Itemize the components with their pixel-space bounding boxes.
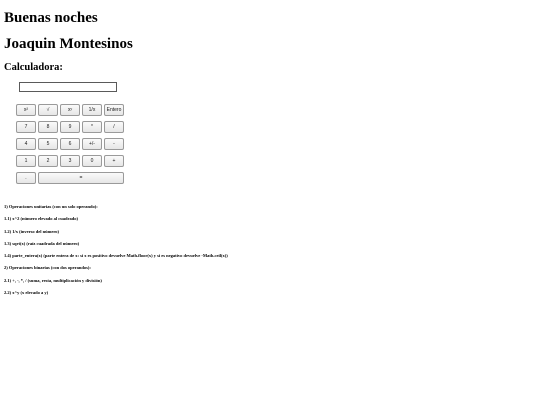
note-line: 1.1) x^2 (número elevado al cuadrado) [4, 216, 79, 222]
operations-notes [4, 204, 536, 302]
digit-4-button[interactable]: 4 [16, 138, 36, 150]
decimal-point-button[interactable]: . [16, 172, 36, 184]
divide-button[interactable]: / [104, 121, 124, 133]
inverse-button[interactable]: 1/x [82, 104, 102, 116]
power-button[interactable]: xʸ [60, 104, 80, 116]
integer-part-button[interactable]: Entero [104, 104, 124, 116]
square-button[interactable]: x² [16, 104, 36, 116]
equals-button[interactable]: = [38, 172, 124, 184]
calculator-keypad [16, 104, 536, 184]
digit-8-button[interactable]: 8 [38, 121, 58, 133]
sqrt-button[interactable]: √ [38, 104, 58, 116]
toggle-sign-button[interactable]: +/- [82, 138, 102, 150]
note-line: 1.4) parte_entera(x) (parte entera de x: si x es positivo devuelve Math.floor(x) y si es negativo devuelve -Math.ceil(x)) [4, 253, 228, 259]
digit-0-button[interactable]: 0 [82, 155, 102, 167]
digit-5-button[interactable]: 5 [38, 138, 58, 150]
digit-7-button[interactable]: 7 [16, 121, 36, 133]
note-line: 2.2) x^y (x elevado a y) [4, 290, 49, 296]
multiply-button[interactable]: * [82, 121, 102, 133]
calculator-display[interactable] [19, 82, 117, 92]
digit-2-button[interactable]: 2 [38, 155, 58, 167]
subtract-button[interactable]: - [104, 138, 124, 150]
digit-3-button[interactable]: 3 [60, 155, 80, 167]
digit-9-button[interactable]: 9 [60, 121, 80, 133]
note-line: 1.2) 1/x (inverso del número) [4, 228, 60, 234]
add-button[interactable]: + [104, 155, 124, 167]
note-line: 2.1) +, -, *, / (suma, resta, multiplicación y división) [4, 277, 102, 283]
note-line: 1.3) sqrt(x) (raíz cuadrada del número) [4, 240, 80, 246]
note-line: 1) Operaciones unitarias (con un solo operando): [4, 204, 98, 209]
digit-1-button[interactable]: 1 [16, 155, 36, 167]
user-name-heading: Joaquin Montesinos [4, 36, 133, 52]
note-line: 2) Operaciones binarias (con dos operandos): [4, 265, 91, 271]
digit-6-button[interactable]: 6 [60, 138, 80, 150]
calculator-title: Calculadora: [4, 62, 63, 73]
greeting-heading: Buenas noches [4, 10, 98, 26]
